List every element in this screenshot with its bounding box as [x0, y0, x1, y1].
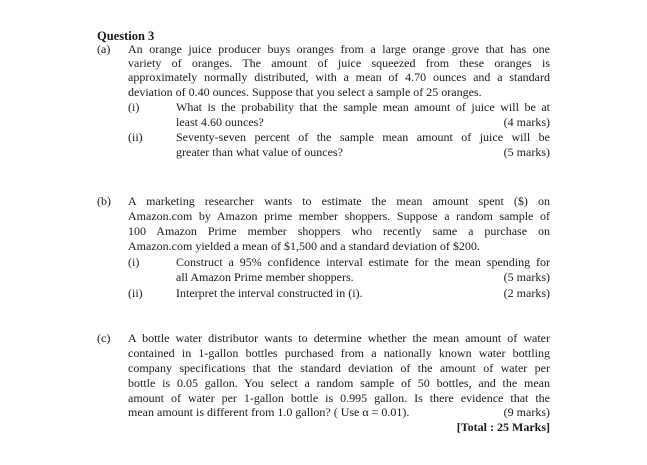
part-a-ii-marks: (5 marks)	[503, 145, 550, 159]
part-b-i-label: (i)	[128, 255, 140, 269]
part-b-line-4: Amazon.com yielded a mean of $1,500 and a standard deviation of $200.	[128, 239, 480, 253]
part-a-line-3: approximately normally distributed, with a mean of 4.70 ounces and a standard	[128, 70, 550, 84]
part-c-line-3: company specifications that the standard deviation of the amount of water per	[128, 361, 550, 375]
part-a-line-1: An orange juice producer buys oranges from a large orange grove that has one	[128, 42, 550, 56]
part-b-line-1: A marketing researcher wants to estimate the mean amount spent ($) on	[128, 194, 550, 208]
part-b-ii-line-1: Interpret the interval constructed in (i).	[176, 286, 363, 300]
part-b-i-line-1: Construct a 95% confidence interval estimate for the mean spending for	[176, 255, 550, 269]
part-a-line-4: deviation of 0.40 ounces. Suppose that you select a sample of 25 oranges.	[128, 85, 482, 99]
part-a-line-2: variety of oranges. The amount of juice squeezed from these oranges is	[128, 56, 550, 70]
part-a-ii-label: (ii)	[128, 130, 143, 144]
part-a-i-marks: (4 marks)	[503, 115, 550, 129]
part-c-line-2: contained in 1-gallon bottles purchased from a nationally known water bottling	[128, 346, 550, 360]
part-a-i-line-2: least 4.60 ounces?	[176, 115, 264, 129]
part-a-ii-line-1: Seventy-seven percent of the sample mean amount of juice will be	[176, 130, 550, 144]
part-a-label: (a)	[97, 42, 111, 56]
part-b-line-2: Amazon.com by Amazon prime member shoppers. Suppose a random sample of	[128, 209, 550, 223]
total-marks: [Total : 25 Marks]	[456, 420, 550, 434]
part-b-ii-marks: (2 marks)	[503, 286, 550, 300]
part-b-i-line-2: all Amazon Prime member shoppers.	[176, 270, 354, 284]
part-b-ii-label: (ii)	[128, 286, 143, 300]
part-c-marks: (9 marks)	[503, 405, 550, 419]
part-c-line-1: A bottle water distributor wants to determine whether the mean amount of water	[128, 331, 550, 345]
part-b-i-marks: (5 marks)	[503, 270, 550, 284]
question-title: Question 3	[97, 29, 155, 43]
part-a-i-line-1: What is the probability that the sample mean amount of juice will be at	[176, 100, 550, 114]
part-a-ii-line-2: greater than what value of ounces?	[176, 145, 343, 159]
part-c-line-6: mean amount is different from 1.0 gallon? ( Use α = 0.01).	[128, 405, 410, 419]
part-b-label: (b)	[97, 194, 111, 208]
part-c-label: (c)	[97, 331, 111, 345]
part-c-line-5: amount of water per 1-gallon bottle is 0.995 gallon. Is there evidence that the	[128, 391, 550, 405]
part-c-line-4: bottle is 0.05 gallon. You select a random sample of 50 bottles, and the mean	[128, 376, 550, 390]
part-a-i-label: (i)	[128, 100, 140, 114]
part-b-line-3: 100 Amazon Prime member shoppers who recently same a purchase on	[128, 224, 550, 238]
